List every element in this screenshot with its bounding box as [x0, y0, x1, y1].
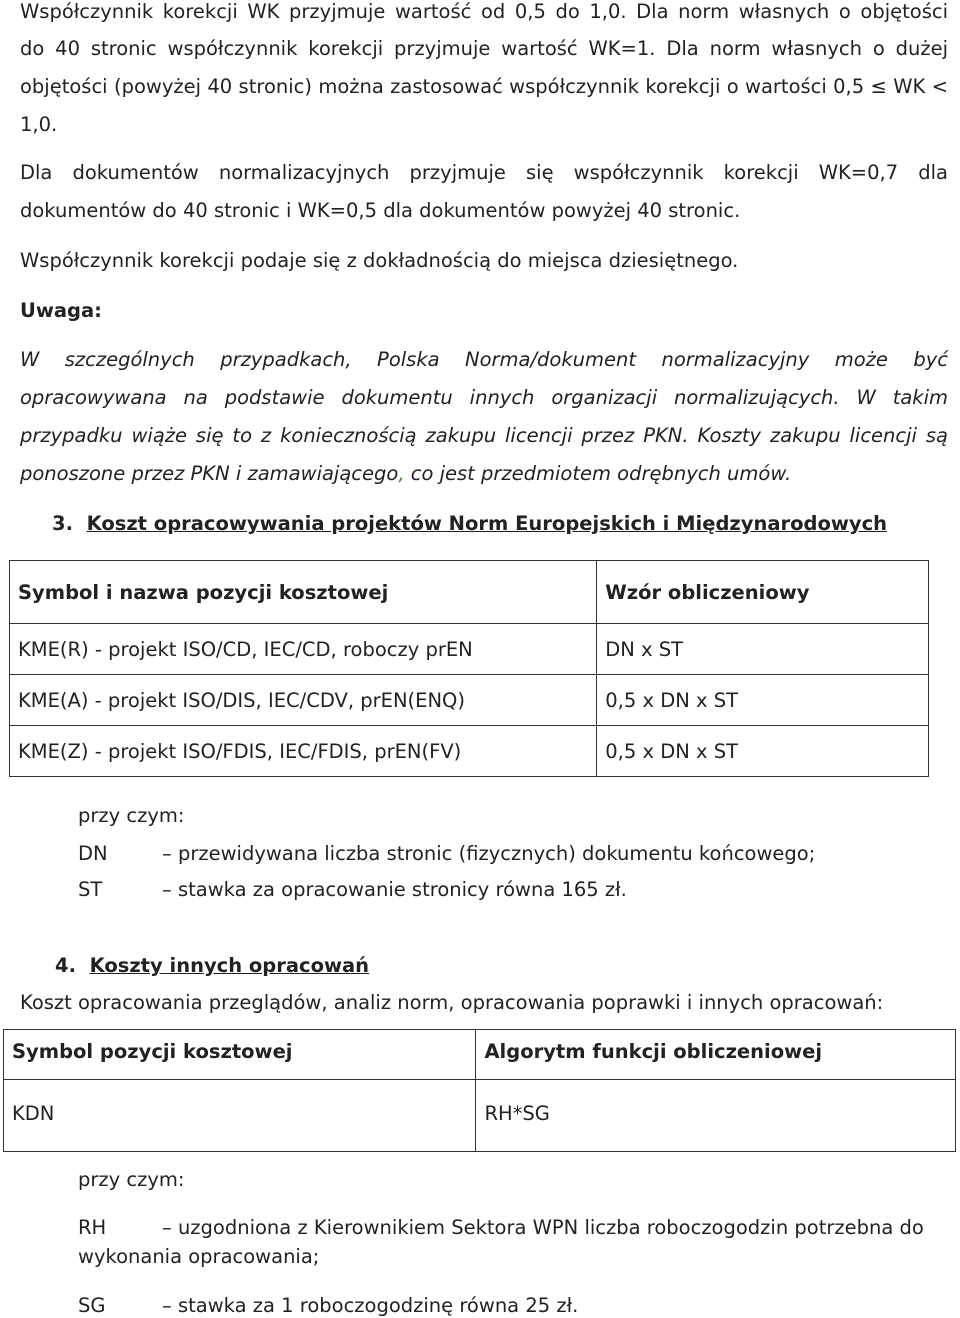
section-3-number: 3. — [52, 512, 73, 535]
table-row — [10, 624, 929, 675]
definition-description-continued: wykonania opracowania; — [78, 1245, 320, 1268]
section-4-cost-table — [3, 1029, 956, 1152]
note-line-2: opracowywana na podstawie dokumentu innych organizacji normalizujących. W takim — [20, 386, 948, 409]
definition-description: – stawka za opracowanie stronicy równa 165 zł. — [162, 878, 627, 901]
table-cell: DN x ST — [597, 624, 929, 675]
section-3-where-label: przy czym: — [78, 804, 185, 827]
definition-symbol: ST — [78, 878, 103, 901]
definition-symbol: SG — [78, 1294, 106, 1317]
definition-description: – stawka za 1 roboczogodzinę równa 25 zł. — [162, 1294, 579, 1317]
paragraph-normative-docs-line-1: Dla dokumentów normalizacyjnych przyjmuje się współczynnik korekcji WK=0,7 dla — [20, 161, 948, 184]
paragraph-wk-range-line-1: Współczynnik korekcji WK przyjmuje wartość od 0,5 do 1,0. Dla norm własnych o objętości — [20, 0, 948, 23]
definition-description: – uzgodniona z Kierownikiem Sektora WPN liczba roboczogodzin potrzebna do — [162, 1216, 924, 1239]
section-3-cost-table — [9, 560, 929, 777]
section-3-heading — [52, 512, 887, 535]
table-header-cell: Symbol i nazwa pozycji kosztowej — [10, 561, 597, 624]
table-row — [4, 1080, 956, 1152]
table-cell: KME(A) - projekt ISO/DIS, IEC/CDV, prEN(ENQ) — [10, 675, 597, 726]
section-4-heading — [55, 954, 369, 977]
note-line-4-a: ponoszone przez PKN i zamawiającego — [20, 462, 399, 485]
table-cell: KDN — [4, 1080, 476, 1152]
definition-description: – przewidywana liczba stronic (fizycznych) dokumentu końcowego; — [162, 842, 816, 865]
paragraph-wk-range-line-4: 1,0. — [20, 113, 58, 136]
table-header-cell: Wzór obliczeniowy — [597, 561, 929, 624]
section-4-title: Koszty innych opracowań — [89, 954, 370, 977]
note-line-3: przypadku wiąże się to z koniecznością zakupu licencji przez PKN. Koszty zakupu licencji są — [20, 424, 948, 447]
section-4-intro: Koszt opracowania przeglądów, analiz norm, opracowania poprawki i innych opracowań: — [20, 991, 884, 1014]
note-line-4-comma: , — [398, 462, 405, 485]
table-header-row — [4, 1030, 956, 1080]
paragraph-wk-range-line-2: do 40 stronic współczynnik korekcji przyjmuje wartość WK=1. Dla norm własnych o dużej — [20, 37, 948, 60]
section-4-number: 4. — [55, 954, 76, 977]
note-label: Uwaga: — [20, 299, 102, 322]
table-cell: RH*SG — [476, 1080, 956, 1152]
table-row — [10, 675, 929, 726]
definition-symbol: RH — [78, 1216, 107, 1239]
paragraph-normative-docs-line-2: dokumentów do 40 stronic i WK=0,5 dla dokumentów powyżej 40 stronic. — [20, 199, 741, 222]
paragraph-precision: Współczynnik korekcji podaje się z dokładnością do miejsca dziesiętnego. — [20, 249, 739, 272]
table-row — [10, 726, 929, 777]
table-header-row — [10, 561, 929, 624]
note-line-1: W szczególnych przypadkach, Polska Norma/dokument normalizacyjny może być — [20, 348, 948, 371]
table-cell: KME(R) - projekt ISO/CD, IEC/CD, roboczy prEN — [10, 624, 597, 675]
table-header-cell: Algorytm funkcji obliczeniowej — [476, 1030, 956, 1080]
table-cell: 0,5 x DN x ST — [597, 726, 929, 777]
section-4-where-label: przy czym: — [78, 1168, 185, 1191]
table-cell: KME(Z) - projekt ISO/FDIS, IEC/FDIS, prEN(FV) — [10, 726, 597, 777]
note-line-4-b: co jest przedmiotem odrębnych umów. — [404, 462, 792, 485]
table-header-cell: Symbol pozycji kosztowej — [4, 1030, 476, 1080]
paragraph-wk-range-line-3: objętości (powyżej 40 stronic) można zastosować współczynnik korekcji o wartości 0,5 ≤ WK < — [20, 75, 948, 98]
note-line-4 — [20, 462, 791, 485]
table-cell: 0,5 x DN x ST — [597, 675, 929, 726]
definition-symbol: DN — [78, 842, 108, 865]
section-3-title: Koszt opracowywania projektów Norm Europejskich i Międzynarodowych — [86, 512, 888, 535]
